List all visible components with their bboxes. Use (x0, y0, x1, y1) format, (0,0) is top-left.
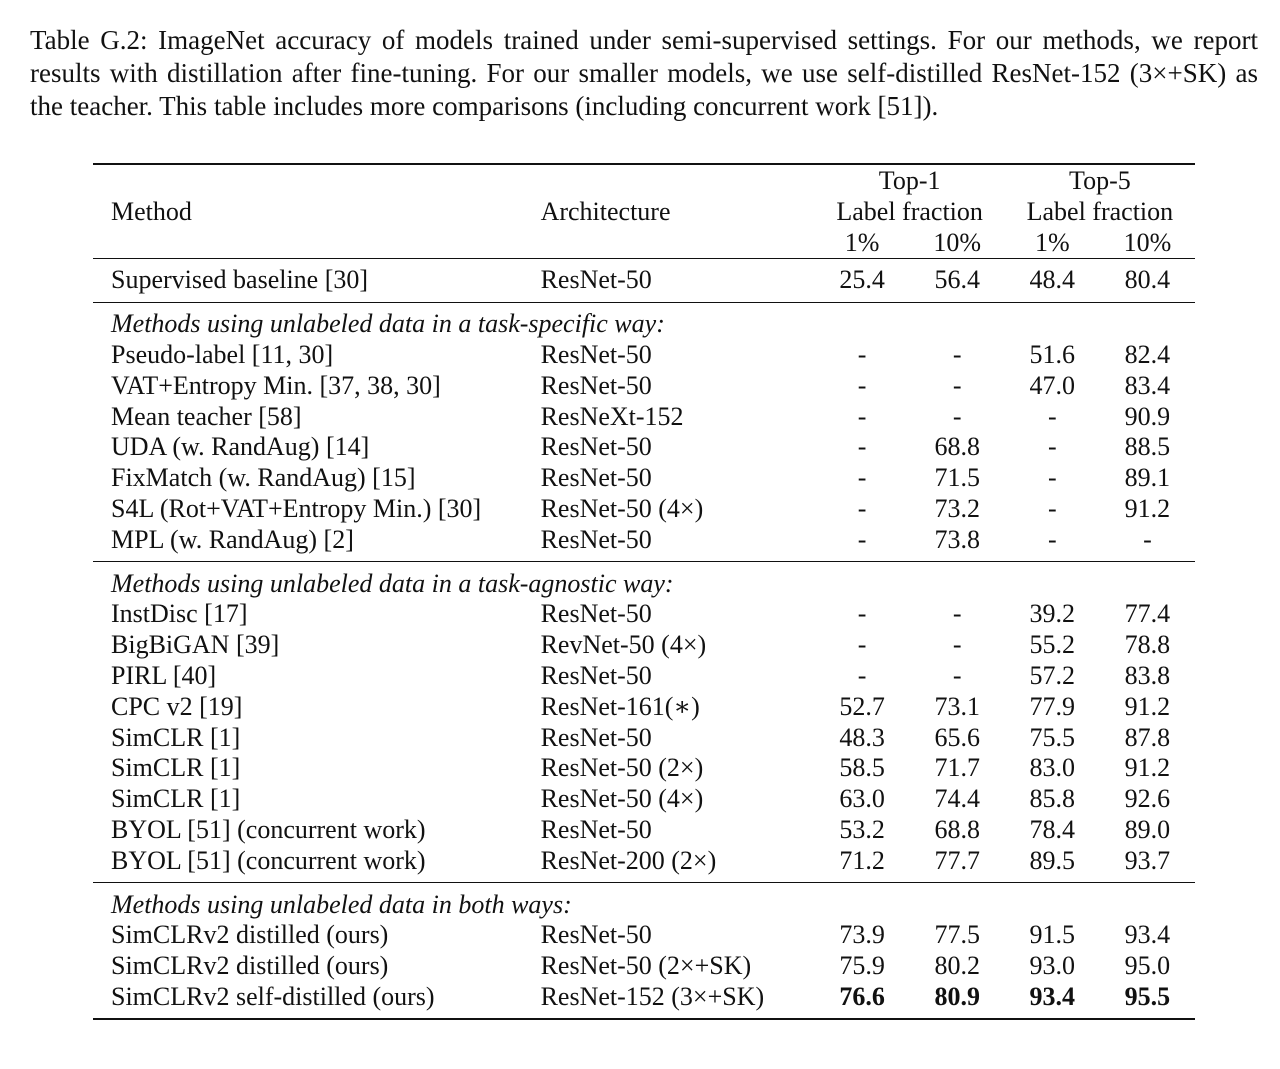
top5-1pct-cell: - (1047, 401, 1057, 431)
table-row (93, 951, 1195, 982)
top5-1pct-cell: - (1047, 493, 1057, 523)
architecture-cell: ResNet-161(∗) (540, 691, 700, 721)
header-top5-label-fraction: Label fraction (1026, 196, 1174, 226)
architecture-cell: RevNet-50 (4×) (540, 630, 707, 660)
architecture-cell: ResNet-200 (2×) (540, 845, 717, 875)
baseline-row (93, 259, 1195, 303)
architecture-cell: ResNeXt-152 (540, 401, 684, 431)
top1-1pct-cell: - (857, 339, 867, 369)
top5-10pct-cell: - (1143, 524, 1152, 554)
top1-10pct-cell: 74.4 (934, 784, 980, 814)
top5-1pct-cell: 55.2 (1029, 630, 1076, 660)
header-row-2 (93, 196, 1195, 227)
section-label-row (93, 562, 1195, 599)
top5-10pct-cell: 83.4 (1124, 370, 1171, 400)
method-cell: SimCLRv2 distilled (ours) (111, 951, 389, 981)
top5-1pct-cell: 39.2 (1029, 599, 1076, 629)
top1-10pct-cell: - (952, 339, 962, 369)
header-architecture: Architecture (540, 196, 671, 226)
top5-10pct-cell: 87.8 (1124, 722, 1171, 752)
header-top1-10pct: 10% (933, 227, 982, 257)
top1-1pct-cell: - (857, 524, 867, 554)
top5-10pct-cell: 78.8 (1124, 630, 1171, 660)
architecture-cell: ResNet-50 (540, 463, 652, 493)
top1-1pct-cell: 75.9 (839, 951, 885, 981)
header-top1: Top-1 (878, 165, 941, 195)
top5-10pct-cell: 89.1 (1124, 463, 1171, 493)
top5-10pct-cell: 82.4 (1124, 339, 1171, 369)
method-cell: SimCLR [1] (111, 784, 241, 814)
method-cell: Mean teacher [58] (111, 401, 302, 431)
architecture-cell: ResNet-50 (540, 599, 652, 629)
top5-1pct-cell: 83.0 (1029, 753, 1076, 783)
results-table (93, 163, 1195, 1020)
method-cell: S4L (Rot+VAT+Entropy Min.) [30] (111, 493, 482, 523)
architecture-cell: ResNet-50 (540, 814, 652, 844)
top5-1pct-cell: 75.5 (1029, 722, 1076, 752)
top5-10pct-cell: 77.4 (1124, 599, 1171, 629)
architecture-cell: ResNet-50 (540, 660, 652, 690)
method-cell: BYOL [51] (concurrent work) (111, 814, 426, 844)
architecture-cell: ResNet-50 (2×) (540, 753, 704, 783)
header-row-3 (93, 227, 1195, 259)
top1-10pct-cell: 65.6 (934, 722, 980, 752)
method-cell: PIRL [40] (111, 660, 217, 690)
top1-1pct-cell: - (857, 493, 867, 523)
header-top1-1pct: 1% (844, 227, 880, 257)
top5-1pct-cell: 78.4 (1029, 814, 1076, 844)
section-label: Methods using unlabeled data in a task-agnostic way: (111, 568, 674, 598)
top5-10pct-cell: 91.2 (1124, 493, 1171, 523)
top1-10pct-cell: 68.8 (934, 432, 980, 462)
section-label: Methods using unlabeled data in both ways: (111, 889, 572, 919)
top1-10pct-cell: 77.7 (934, 845, 980, 875)
method-cell: SimCLRv2 distilled (ours) (111, 920, 389, 950)
top1-1pct-cell: - (857, 370, 867, 400)
top5-1pct-cell: 57.2 (1029, 660, 1076, 690)
top1-1pct-cell: 71.2 (839, 845, 885, 875)
top1-1pct-cell: 73.9 (839, 920, 885, 950)
table-caption: Table G.2: ImageNet accuracy of models trained under semi-supervised settings. For our methods, we report results with distillation after fine-tuning. For our smaller models, we use self-distilled ResNet-152 (3×+SK) as the teacher. This table includes more comparisons (including concurrent work [51]). (30, 25, 1258, 121)
method-cell: InstDisc [17] (111, 599, 248, 629)
top5-1pct-cell: 77.9 (1029, 691, 1076, 721)
table-row (93, 494, 1195, 525)
architecture-cell: ResNet-50 (540, 524, 652, 554)
table-row (93, 920, 1195, 951)
method-cell: FixMatch (w. RandAug) [15] (111, 463, 416, 493)
top1-1pct-cell: 53.2 (839, 814, 885, 844)
method-cell: Pseudo-label [11, 30] (111, 339, 334, 369)
table-row (93, 982, 1195, 1020)
architecture-cell: ResNet-50 (540, 265, 652, 295)
top5-1pct-cell: 93.0 (1029, 951, 1076, 981)
header-top5-1pct: 1% (1034, 227, 1070, 257)
top1-1pct-cell: 25.4 (839, 265, 885, 295)
top1-10pct-cell: 73.8 (934, 524, 980, 554)
top1-10pct-cell: 71.5 (934, 463, 980, 493)
architecture-cell: ResNet-50 (540, 432, 652, 462)
table-row (93, 524, 1195, 561)
top1-1pct-cell: - (857, 660, 867, 690)
top1-10pct-cell: - (952, 630, 962, 660)
architecture-cell: ResNet-50 (540, 339, 652, 369)
table-row (93, 691, 1195, 722)
top1-1pct-cell: 76.6 (839, 981, 885, 1011)
top1-10pct-cell: 80.2 (934, 951, 980, 981)
top1-10pct-cell: - (952, 599, 962, 629)
table-row (93, 630, 1195, 661)
top1-10pct-cell: 68.8 (934, 814, 980, 844)
header-row-1 (93, 164, 1195, 196)
top1-10pct-cell: 56.4 (934, 265, 980, 295)
top5-10pct-cell: 83.8 (1124, 660, 1171, 690)
top5-10pct-cell: 91.2 (1124, 691, 1171, 721)
architecture-cell: ResNet-50 (540, 920, 652, 950)
section-label-row (93, 302, 1195, 339)
top5-1pct-cell: 47.0 (1029, 370, 1076, 400)
top1-10pct-cell: - (952, 401, 962, 431)
top5-10pct-cell: 91.2 (1124, 753, 1171, 783)
top5-1pct-cell: 93.4 (1029, 981, 1076, 1011)
method-cell: SimCLRv2 self-distilled (ours) (111, 981, 435, 1011)
table-row (93, 784, 1195, 815)
table-row (93, 661, 1195, 692)
table-row (93, 599, 1195, 630)
top1-1pct-cell: - (857, 401, 867, 431)
top5-1pct-cell: 91.5 (1029, 920, 1076, 950)
top1-10pct-cell: 71.7 (934, 753, 980, 783)
table-row (93, 370, 1195, 401)
top1-10pct-cell: 80.9 (934, 981, 980, 1011)
top1-10pct-cell: - (952, 660, 962, 690)
top1-1pct-cell: - (857, 432, 867, 462)
top1-10pct-cell: 73.1 (934, 691, 980, 721)
top1-1pct-cell: 52.7 (839, 691, 885, 721)
method-cell: SimCLR [1] (111, 722, 241, 752)
table-row (93, 401, 1195, 432)
table-row (93, 815, 1195, 846)
table-row (93, 845, 1195, 882)
top1-1pct-cell: 58.5 (839, 753, 885, 783)
top5-10pct-cell: 93.4 (1124, 920, 1171, 950)
top5-10pct-cell: 93.7 (1124, 845, 1171, 875)
method-cell: MPL (w. RandAug) [2] (111, 524, 354, 554)
table-row (93, 463, 1195, 494)
table-row (93, 722, 1195, 753)
top1-1pct-cell: 48.3 (839, 722, 885, 752)
top1-10pct-cell: - (952, 370, 962, 400)
method-cell: BYOL [51] (concurrent work) (111, 845, 426, 875)
top5-10pct-cell: 95.5 (1124, 981, 1171, 1011)
architecture-cell: ResNet-50 (540, 722, 652, 752)
top5-10pct-cell: 88.5 (1124, 432, 1171, 462)
table-row (93, 340, 1195, 371)
architecture-cell: ResNet-50 (540, 370, 652, 400)
top5-10pct-cell: 92.6 (1124, 784, 1171, 814)
top5-1pct-cell: - (1047, 524, 1057, 554)
top5-10pct-cell: 90.9 (1124, 401, 1171, 431)
header-top5-10pct: 10% (1123, 227, 1172, 257)
architecture-cell: ResNet-152 (3×+SK) (540, 981, 765, 1011)
method-cell: UDA (w. RandAug) [14] (111, 432, 370, 462)
method-cell: Supervised baseline [30] (111, 265, 369, 295)
top1-10pct-cell: 77.5 (934, 920, 980, 950)
section-label: Methods using unlabeled data in a task-specific way: (111, 309, 665, 339)
header-top1-label-fraction: Label fraction (836, 196, 983, 226)
method-cell: VAT+Entropy Min. [37, 38, 30] (111, 370, 441, 400)
architecture-cell: ResNet-50 (2×+SK) (540, 951, 752, 981)
header-top5: Top-5 (1069, 165, 1131, 195)
architecture-cell: ResNet-50 (4×) (540, 784, 704, 814)
method-cell: CPC v2 [19] (111, 691, 243, 721)
top1-1pct-cell: - (857, 599, 867, 629)
method-cell: BigBiGAN [39] (111, 630, 280, 660)
top5-1pct-cell: 51.6 (1029, 339, 1076, 369)
top1-1pct-cell: - (857, 630, 867, 660)
top5-10pct-cell: 89.0 (1124, 814, 1171, 844)
method-cell: SimCLR [1] (111, 753, 241, 783)
top5-10pct-cell: 80.4 (1124, 265, 1171, 295)
top5-1pct-cell: - (1047, 463, 1057, 493)
architecture-cell: ResNet-50 (4×) (540, 493, 704, 523)
section-label-row (93, 883, 1195, 920)
top5-1pct-cell: - (1047, 432, 1057, 462)
top5-10pct-cell: 95.0 (1124, 951, 1171, 981)
top1-1pct-cell: - (857, 463, 867, 493)
header-method: Method (111, 196, 192, 226)
top5-1pct-cell: 89.5 (1029, 845, 1076, 875)
table-row (93, 753, 1195, 784)
top1-1pct-cell: 63.0 (839, 784, 885, 814)
top1-10pct-cell: 73.2 (934, 493, 980, 523)
table-row (93, 432, 1195, 463)
top5-1pct-cell: 85.8 (1029, 784, 1076, 814)
top5-1pct-cell: 48.4 (1029, 265, 1076, 295)
